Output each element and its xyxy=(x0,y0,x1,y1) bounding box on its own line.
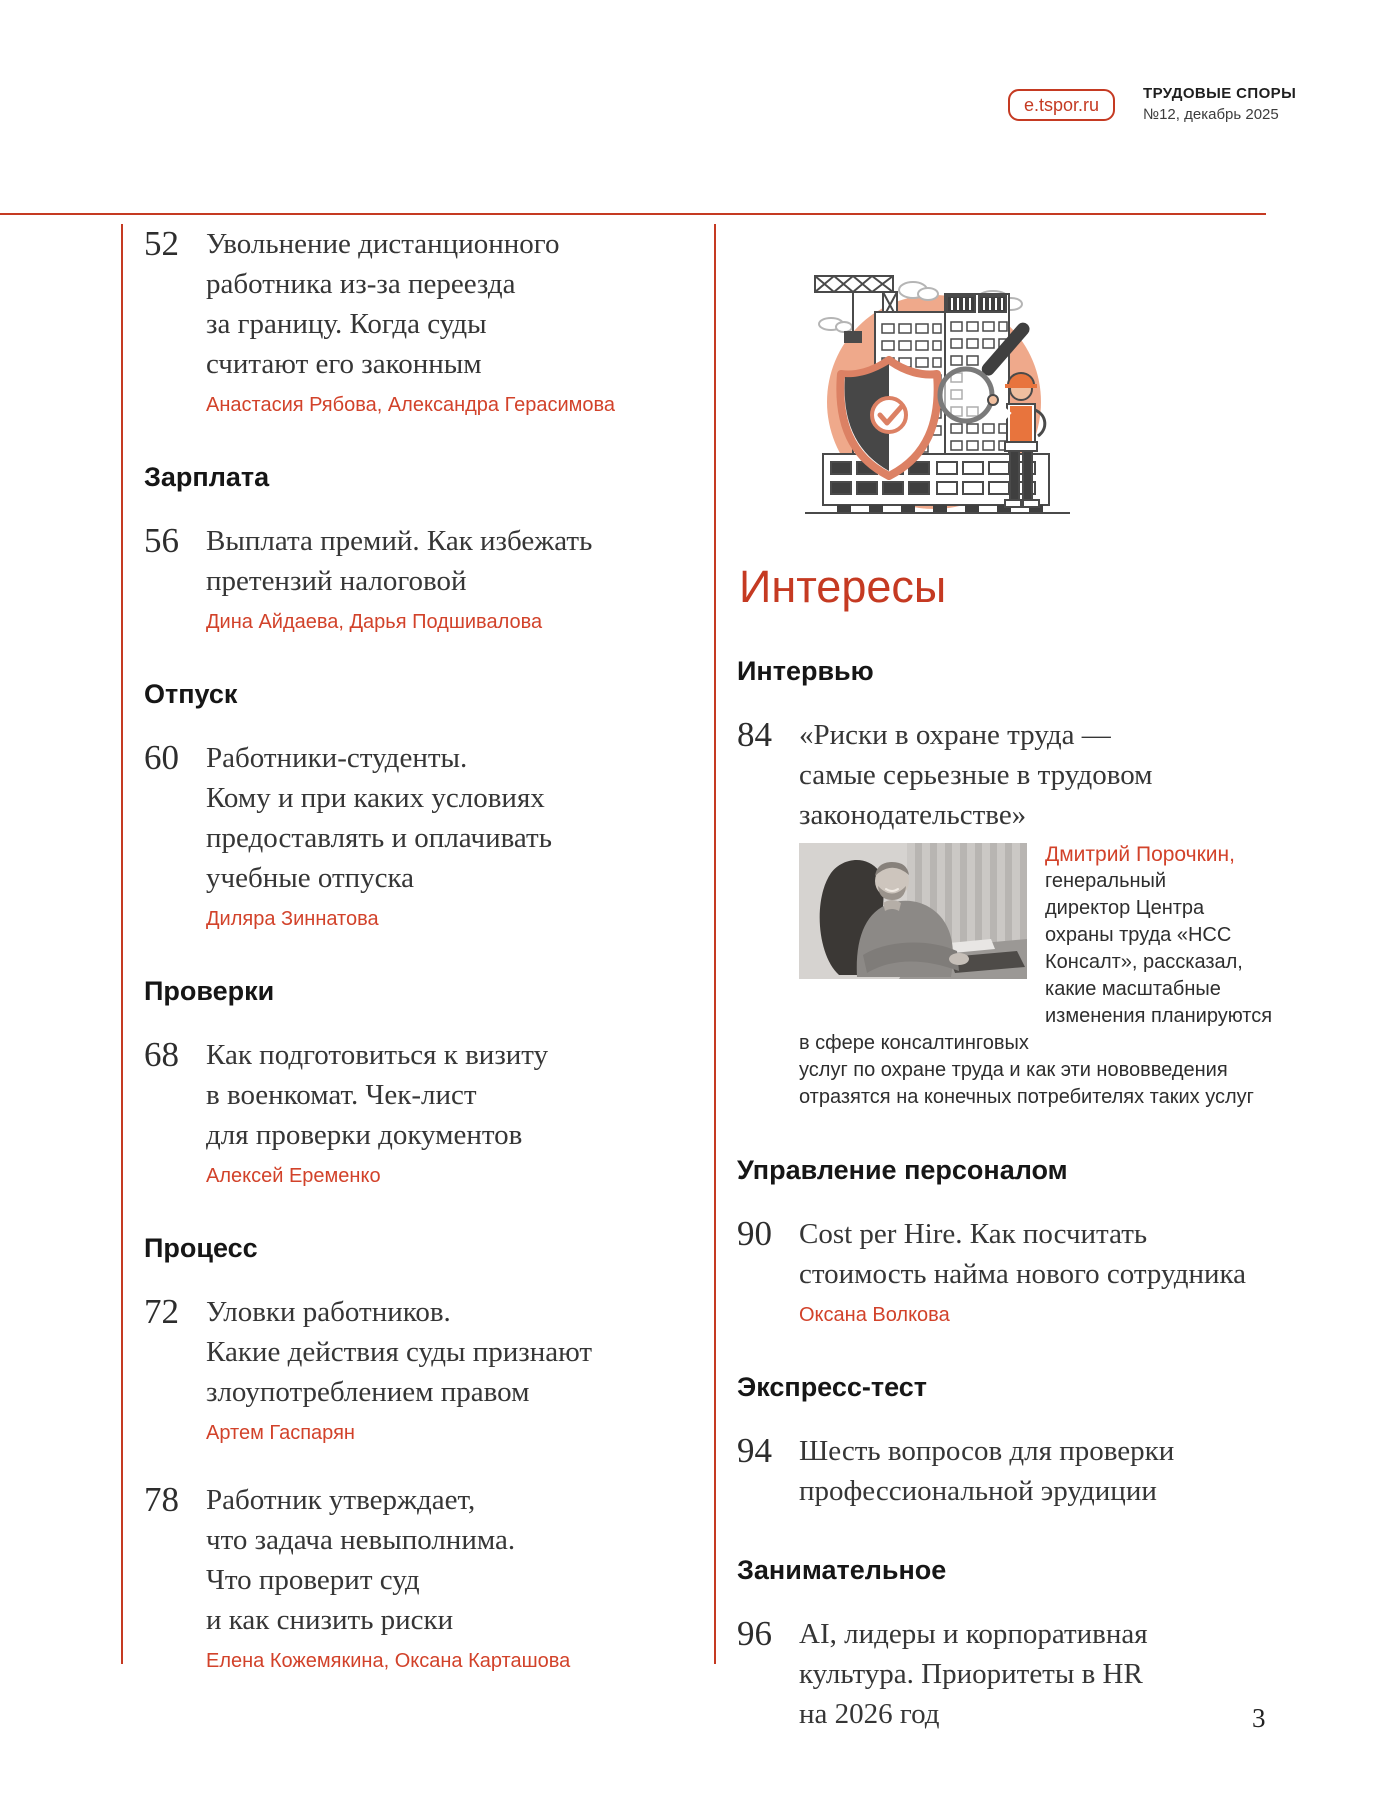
section-heading-inspections: Проверки xyxy=(144,976,275,1006)
entry-authors: Артем Гаспарян xyxy=(206,1422,355,1444)
section-heading-process: Процесс xyxy=(144,1233,258,1263)
entry-authors: Дина Айдаева, Дарья Подшивалова xyxy=(206,611,543,633)
entry-title[interactable]: AI, лидеры и корпоративная культура. Приоритеты в HR на 2026 год xyxy=(799,1618,1148,1730)
page-number: 3 xyxy=(1252,1703,1266,1733)
entry-page-number: 72 xyxy=(144,1292,179,1331)
part-title-interests: Интересы xyxy=(739,561,947,612)
entry-page-number: 90 xyxy=(737,1214,772,1253)
entry-title[interactable]: Выплата премий. Как избежать претензий налоговой xyxy=(206,525,593,597)
header-divider-rule xyxy=(0,213,1266,215)
section-heading-fun: Занимательное xyxy=(737,1555,947,1585)
entry-page-number: 60 xyxy=(144,738,179,777)
toc-entry xyxy=(144,1035,616,1189)
entry-page-number: 94 xyxy=(737,1431,772,1470)
entry-page-number: 68 xyxy=(144,1035,179,1074)
entry-authors: Анастасия Рябова, Александра Герасимова xyxy=(206,394,616,416)
entry-authors: Диляра Зиннатова xyxy=(206,908,379,930)
site-url-badge[interactable]: e.tspor.ru xyxy=(1008,89,1115,121)
entry-authors: Елена Кожемякина, Оксана Карташова xyxy=(206,1650,571,1672)
toc-entry xyxy=(144,738,616,932)
person-description: генеральный директор Центра охраны труда «НСС Консалт», рассказал, какие масштабные изменения планируются в сфере консалтинговых услуг по охране труда и как эти нововведения отразятся на конечных потребителях таких услуг xyxy=(799,870,1273,1108)
toc-right-column xyxy=(714,224,1282,1730)
entry-page-number: 56 xyxy=(144,521,179,560)
interview-portrait-photo xyxy=(799,843,1027,979)
masthead xyxy=(1143,85,1296,123)
entry-title[interactable]: Cost per Hire. Как посчитать стоимость найма нового сотрудника xyxy=(799,1218,1247,1290)
entry-title[interactable]: «Риски в охране труда — самые серьезные в трудовом законодательстве» xyxy=(799,719,1153,831)
entry-page-number: 84 xyxy=(737,715,772,754)
entry-page-number: 52 xyxy=(144,224,179,263)
toc-entry xyxy=(144,1292,616,1446)
toc-entry xyxy=(144,521,616,635)
entry-title[interactable]: Уловки работников. Какие действия суды признают злоупотреблением правом xyxy=(206,1296,593,1408)
toc-entry xyxy=(144,224,616,418)
entry-title[interactable]: Увольнение дистанционного работника из-за переезда за границу. Когда суды считают его законным xyxy=(206,228,560,380)
toc-entry xyxy=(737,1614,1282,1734)
toc-entry xyxy=(737,715,1282,1111)
toc-left-column xyxy=(121,224,616,1672)
toc-entry xyxy=(737,1431,1282,1511)
person-name: Дмитрий Порочкин, xyxy=(1045,843,1235,866)
section-heading-interview: Интервью xyxy=(737,656,874,686)
entry-title[interactable]: Как подготовиться к визиту в военкомат. Чек-лист для проверки документов xyxy=(206,1039,549,1151)
issue-label: №12, декабрь 2025 xyxy=(1143,106,1279,123)
section-heading-salary: Зарплата xyxy=(144,462,270,492)
entry-title[interactable]: Работники-студенты. Кому и при каких условиях предоставлять и оплачивать учебные отпуска xyxy=(206,742,552,894)
entry-page-number: 96 xyxy=(737,1614,772,1653)
section-heading-vacation: Отпуск xyxy=(144,679,238,709)
entry-title[interactable]: Шесть вопросов для проверки профессиональной эрудиции xyxy=(799,1435,1175,1507)
construction-safety-illustration xyxy=(795,252,1135,517)
entry-page-number: 78 xyxy=(144,1480,179,1519)
entry-authors: Алексей Еременко xyxy=(206,1165,381,1187)
interview-blurb xyxy=(799,841,1282,1111)
section-heading-express-test: Экспресс-тест xyxy=(737,1372,927,1402)
toc-entry xyxy=(737,1214,1282,1328)
section-heading-hr: Управление персоналом xyxy=(737,1155,1068,1185)
toc-entry xyxy=(144,1480,616,1674)
entry-authors: Оксана Волкова xyxy=(799,1304,950,1326)
entry-title[interactable]: Работник утверждает, что задача невыполнима. Что проверит суд и как снизить риски xyxy=(206,1484,516,1636)
magazine-title: ТРУДОВЫЕ СПОРЫ xyxy=(1143,85,1297,102)
